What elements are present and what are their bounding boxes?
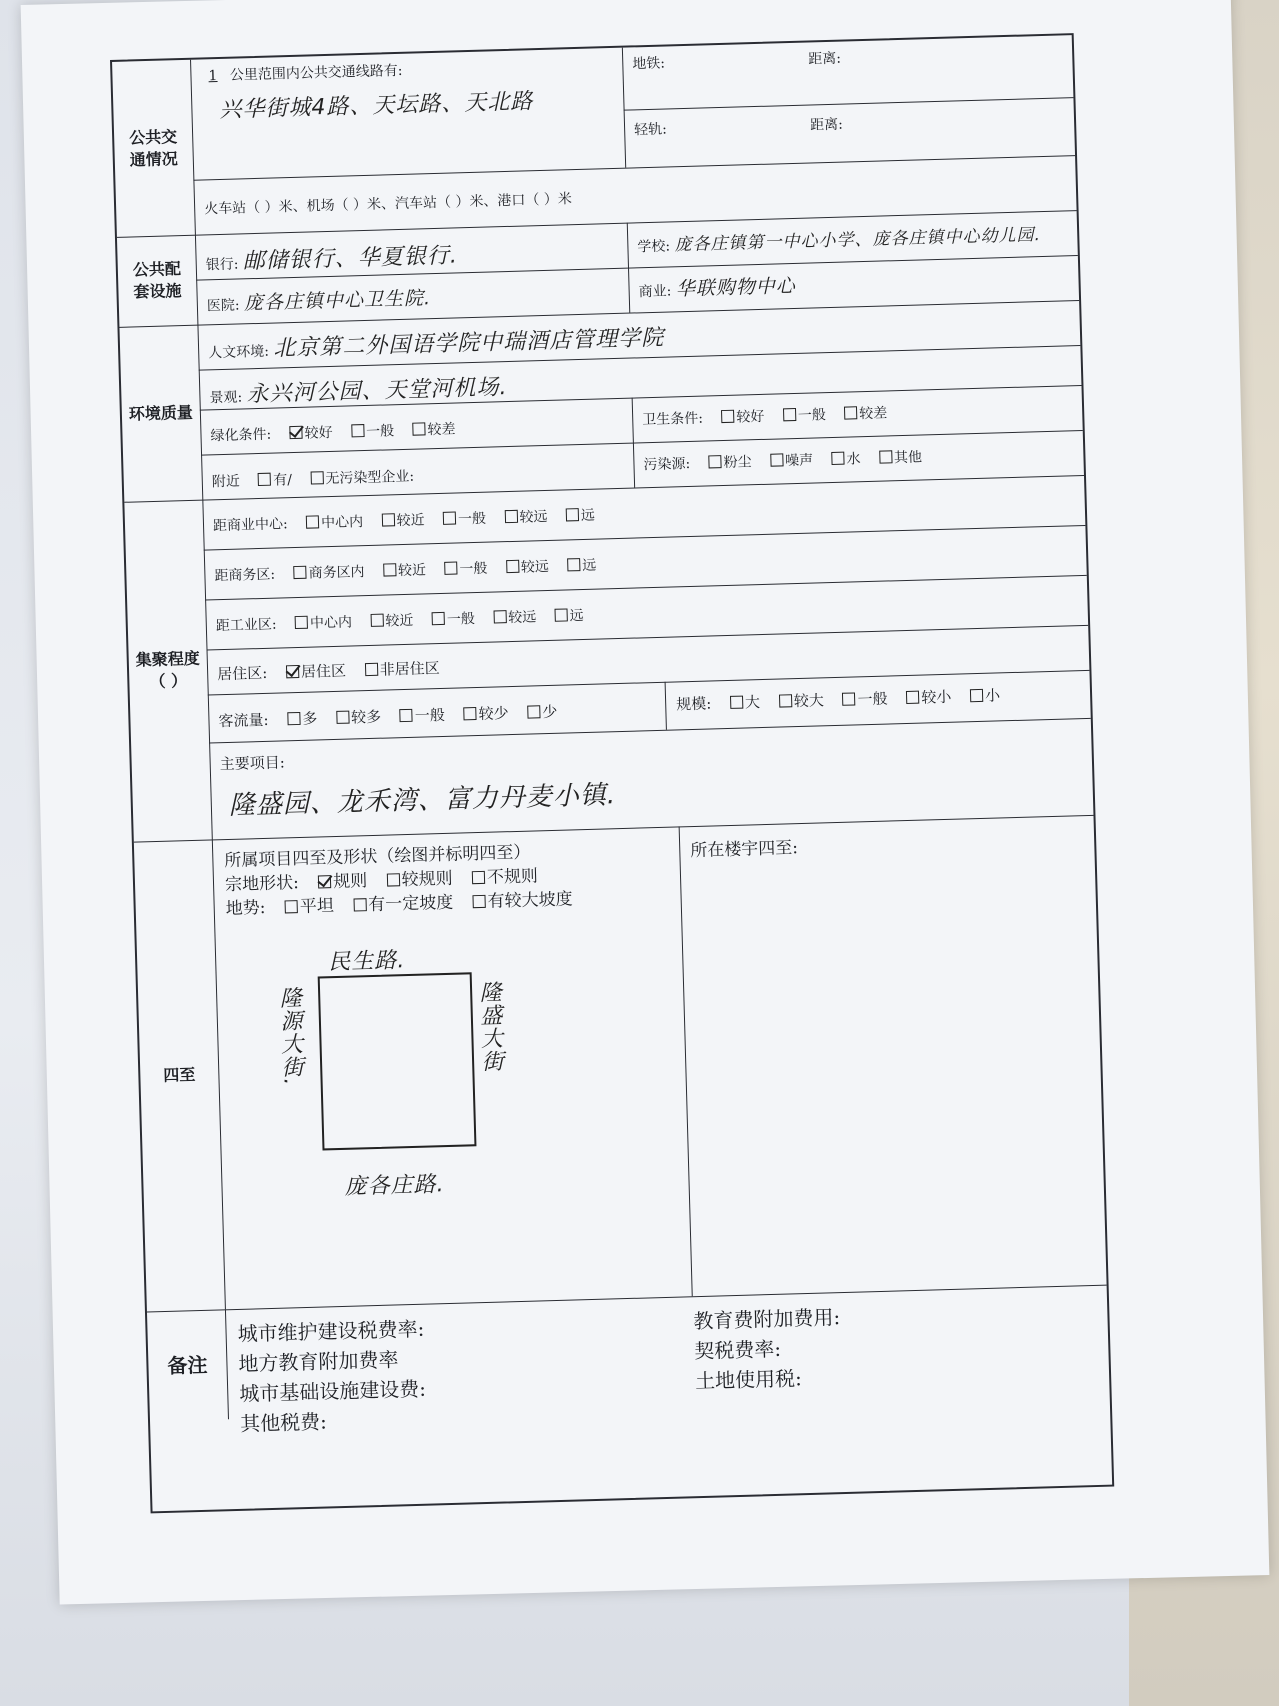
business-opt4-checkbox[interactable] (506, 560, 519, 573)
scale-opt5: 小 (984, 686, 1001, 705)
scale-opt5-checkbox[interactable] (970, 689, 983, 702)
deed-tax-rate: 契税费率: (693, 1336, 782, 1364)
pollution-dust-checkbox[interactable] (708, 455, 721, 468)
pollution-noise: 噪声 (784, 452, 814, 470)
traffic-field (212, 697, 564, 736)
traffic-opt5: 少 (542, 702, 558, 722)
business-opt4: 较远 (520, 558, 550, 576)
green-field (204, 414, 462, 449)
traffic-opt2: 较多 (350, 707, 382, 727)
divider (665, 682, 667, 730)
sketch-south-label: 庞各庄路. (344, 1172, 445, 1200)
scale-opt4-checkbox[interactable] (906, 691, 919, 704)
culture-label: 人文环境: (208, 343, 270, 362)
category-facilities-label: 公共配套设施 (132, 259, 182, 302)
category-boundaries (134, 839, 226, 1311)
hospital-label: 医院: (206, 297, 240, 315)
green-option-average-checkbox[interactable] (351, 424, 364, 437)
business-opt5: 远 (582, 557, 597, 575)
commercial-opt3-checkbox[interactable] (443, 512, 456, 525)
bus-label: 公里范围内公共交通线路有: (229, 62, 403, 84)
scenery-field (203, 366, 514, 414)
school-field (631, 216, 1047, 261)
sanitation-poor-checkbox[interactable] (844, 406, 857, 419)
commercial-opt4-checkbox[interactable] (504, 510, 517, 523)
commercial-opt2-checkbox[interactable] (381, 513, 394, 526)
sketch-west-label: 隆源大街. (275, 986, 304, 1087)
scenery-value: 永兴河公园、天堂河机场. (246, 375, 508, 408)
traffic-label: 客流量: (218, 710, 269, 731)
sketch-north-label: 民生路. (327, 948, 406, 976)
terrain-flat-checkbox[interactable] (285, 900, 298, 913)
green-option-good-checkbox[interactable] (289, 426, 302, 439)
industrial-opt3-checkbox[interactable] (432, 612, 445, 625)
category-remarks-label: 备注 (167, 1352, 208, 1378)
business-distance-field (208, 550, 603, 589)
other-taxes: 其他税费: (239, 1409, 328, 1436)
green-label: 绿化条件: (210, 426, 272, 445)
shape-regular: 规则 (332, 871, 368, 893)
commerce-label: 商业: (638, 283, 672, 301)
business-opt2: 较近 (397, 562, 427, 580)
business-opt5-checkbox[interactable] (567, 558, 580, 571)
traffic-opt5-checkbox[interactable] (527, 705, 540, 718)
category-agglomeration-paren: （ ） (149, 671, 188, 692)
sanitation-label: 卫生条件: (642, 410, 704, 429)
stations-distance: 火车站（ ）米、机场（ ）米、汽车站（ ）米、港口（ ）米 (203, 191, 573, 218)
business-opt1: 商务区内 (308, 564, 365, 582)
business-label: 距商务区: (214, 566, 276, 585)
shape-label: 宗地形状: (224, 873, 300, 896)
traffic-opt4-checkbox[interactable] (463, 707, 476, 720)
divider (193, 155, 1075, 181)
scale-label: 规模: (675, 694, 712, 714)
bus-prefix: 1 (208, 68, 218, 85)
nearby-yes: 有/ (273, 472, 293, 489)
category-transport-label: 公共交通情况 (128, 126, 179, 169)
commercial-opt5: 远 (580, 507, 596, 525)
scale-opt4: 较小 (921, 687, 952, 707)
traffic-opt3: 一般 (414, 705, 446, 725)
divider (679, 826, 693, 1296)
commercial-opt1-checkbox[interactable] (306, 515, 319, 528)
pollution-water-checkbox[interactable] (831, 452, 844, 465)
culture-field (202, 316, 671, 368)
nearby-no: 无污染型企业: (325, 468, 415, 488)
commerce-field (632, 267, 802, 307)
commercial-opt2: 较近 (396, 512, 425, 530)
nearby-field (205, 462, 420, 496)
category-remarks (147, 1309, 229, 1421)
industrial-opt4: 较远 (508, 609, 537, 627)
boundaries-header (218, 835, 579, 925)
pollution-water: 水 (846, 451, 861, 468)
plot-sketch (318, 972, 477, 1150)
remarks-right (687, 1298, 848, 1400)
survey-form-table (110, 33, 1114, 1513)
shape-regular-checkbox[interactable] (318, 875, 331, 888)
scale-field (670, 680, 1007, 718)
school-label: 学校: (637, 238, 671, 256)
industrial-distance-field (209, 601, 590, 640)
commercial-opt5-checkbox[interactable] (566, 508, 579, 521)
green-option-average: 一般 (365, 423, 395, 440)
residential-no-checkbox[interactable] (365, 663, 378, 676)
industrial-opt1: 中心内 (309, 614, 353, 632)
land-use-tax: 土地使用税: (694, 1366, 803, 1394)
sanitation-average-checkbox[interactable] (783, 408, 796, 421)
commercial-label: 距商业中心: (212, 516, 288, 535)
commercial-distance-field (207, 500, 602, 539)
projects-value: 隆盛园、龙禾湾、富力丹麦小镇. (228, 780, 617, 821)
sanitation-field (636, 398, 894, 433)
category-environment-label: 环境质量 (128, 402, 194, 424)
pollution-other: 其他 (893, 449, 923, 467)
industrial-label: 距工业区: (215, 616, 277, 635)
scale-opt1: 大 (744, 693, 761, 712)
traffic-opt4: 较少 (478, 704, 509, 723)
subway-label: 地铁: (632, 55, 666, 73)
scale-opt2-checkbox[interactable] (779, 694, 792, 707)
pollution-noise-checkbox[interactable] (770, 453, 783, 466)
sanitation-good-checkbox[interactable] (721, 410, 734, 423)
traffic-opt1-checkbox[interactable] (287, 712, 300, 725)
residential-yes-checkbox[interactable] (286, 665, 299, 678)
city-maintenance-tax: 城市维护建设税费率: (237, 1316, 425, 1346)
shape-fairly-regular: 较规则 (401, 868, 453, 891)
projects-label: 主要项目: (219, 753, 285, 774)
scale-opt3-checkbox[interactable] (842, 692, 855, 705)
category-facilities (117, 235, 198, 327)
bus-lines-value: 兴华街城4路、天坛路、天北路 (219, 89, 534, 123)
industrial-opt2-checkbox[interactable] (370, 614, 383, 627)
traffic-opt1: 多 (302, 709, 318, 728)
remarks-left (231, 1310, 433, 1443)
bank-value: 邮储银行、华夏银行. (242, 243, 459, 275)
commercial-opt4: 较远 (519, 508, 548, 526)
terrain-flat: 平坦 (299, 896, 335, 918)
divider (147, 1285, 1107, 1313)
industrial-opt5: 远 (569, 607, 584, 625)
scale-opt2: 较大 (793, 691, 825, 711)
sketch-east-label: 隆盛大街 (475, 980, 504, 1074)
scenery-label: 景观: (209, 389, 243, 407)
hospital-value: 庞各庄镇中心卫生院. (243, 287, 432, 315)
infrastructure-fee: 城市基础设施建设费: (238, 1376, 427, 1406)
education-surcharge: 教育费附加费用: (693, 1305, 841, 1334)
lightrail-label: 轻轨: (633, 121, 668, 139)
category-transport (112, 60, 196, 237)
industrial-opt1-checkbox[interactable] (295, 616, 308, 629)
bank-field (199, 234, 464, 280)
subway-distance-label: 距离: (808, 50, 842, 68)
category-boundaries-label: 四至 (163, 1065, 196, 1085)
nearby-no-checkbox[interactable] (310, 471, 323, 484)
commerce-value: 华联购物中心 (675, 274, 797, 301)
residential-no: 非居住区 (379, 659, 441, 679)
terrain-steep: 有较大坡度 (487, 889, 573, 912)
hospital-field (200, 279, 437, 321)
pollution-dust: 粉尘 (723, 454, 752, 472)
residential-label: 居住区: (216, 663, 268, 684)
industrial-opt5-checkbox[interactable] (554, 608, 567, 621)
residential-yes: 居住区 (300, 661, 347, 681)
terrain-slope-checkbox[interactable] (353, 898, 366, 911)
residential-field (211, 653, 446, 689)
terrain-slope: 有一定坡度 (367, 892, 454, 916)
category-agglomeration (124, 500, 212, 842)
bank-label: 银行: (205, 256, 239, 274)
commercial-opt3: 一般 (457, 510, 487, 528)
business-opt2-checkbox[interactable] (383, 563, 396, 576)
green-option-good: 较好 (304, 424, 333, 442)
scale-opt3: 一般 (857, 689, 888, 709)
building-boundaries-label: 所在楼宇四至: (690, 838, 799, 862)
business-opt3-checkbox[interactable] (444, 562, 457, 575)
sanitation-average: 一般 (797, 407, 827, 424)
industrial-opt3: 一般 (446, 611, 476, 628)
local-education-surcharge: 地方教育附加费率 (238, 1347, 399, 1376)
shape-irregular: 不规则 (486, 866, 539, 888)
green-option-poor: 较差 (427, 421, 456, 439)
sanitation-good: 较好 (736, 408, 765, 426)
divider (624, 97, 1074, 111)
industrial-opt2: 较近 (385, 612, 414, 630)
terrain-label: 地势: (225, 897, 266, 920)
shape-irregular-checkbox[interactable] (472, 871, 485, 884)
boundaries-title: 所属项目四至及形状（绘图并标明四至） (224, 842, 531, 872)
category-agglomeration-label: 集聚程度 (135, 648, 201, 670)
commercial-opt1: 中心内 (320, 514, 364, 532)
business-opt1-checkbox[interactable] (293, 566, 306, 579)
pollution-label: 污染源: (643, 455, 691, 474)
terrain-steep-checkbox[interactable] (472, 895, 485, 908)
category-environment (119, 325, 203, 502)
traffic-opt3-checkbox[interactable] (400, 709, 413, 722)
lightrail-distance-label: 距离: (809, 116, 844, 134)
business-opt3: 一般 (459, 560, 488, 578)
pollution-other-checkbox[interactable] (879, 450, 892, 463)
industrial-opt4-checkbox[interactable] (493, 610, 506, 623)
school-value: 庞各庄镇第一中心小学、庞各庄镇中心幼儿园. (674, 225, 1042, 256)
shape-fairly-regular-checkbox[interactable] (386, 873, 399, 886)
sanitation-poor: 较差 (859, 405, 888, 423)
traffic-opt2-checkbox[interactable] (336, 711, 349, 724)
scale-opt1-checkbox[interactable] (730, 696, 743, 709)
nearby-yes-checkbox[interactable] (258, 473, 271, 486)
culture-value: 北京第二外国语学院中瑞酒店管理学院 (272, 325, 665, 362)
nearby-label: 附近 (211, 473, 241, 491)
green-option-poor-checkbox[interactable] (412, 422, 425, 435)
pollution-field (637, 442, 928, 478)
